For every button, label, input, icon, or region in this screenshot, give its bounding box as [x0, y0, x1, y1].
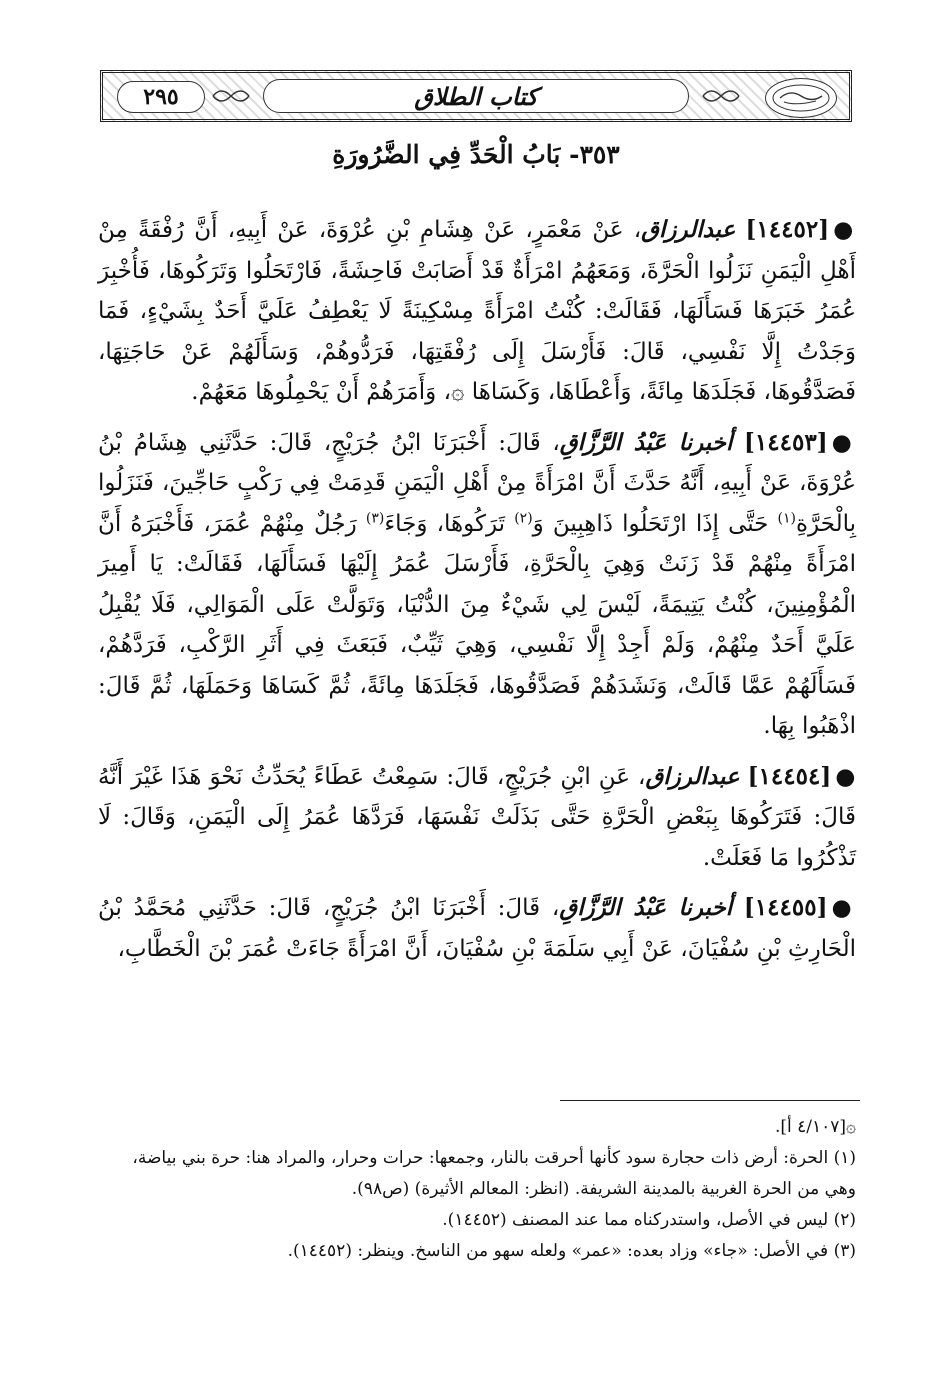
- page-number-box: [117, 81, 205, 113]
- hadith-text: حَتَّى إِذَا ارْتَحَلُوا ذَاهِبِينَ وَ: [532, 510, 769, 537]
- hadith-number: [١٤٤٥٢]: [745, 216, 830, 243]
- logo-icon: [766, 79, 836, 117]
- hadith-14453: [98, 423, 856, 747]
- hadith-14452: [98, 210, 856, 413]
- bullet-icon: ●: [831, 428, 856, 456]
- footnote-1: (١) الحرة: أرض ذات حجارة سود كأنها أحرقت بالنار، وجمعها: حرات وحرار، والمراد هنا: حرة بني بياضة، وهي من الحرة الغربية بالمدينة الشريفة. (انظر: المعالم الأثيرة) (ص٩٨).: [132, 1148, 856, 1199]
- hadith-text: رَجُلٌ مِنْهُمْ عُمَرَ، فَأَخْبَرَهُ أَنَّ امْرَأَةً مِنْهُمْ قَدْ زَنَتْ وَهِيَ بِالْحَرَّةِ، فَأَرْسَلَ عُمَرُ إِلَيْهَا فَسَأَلَهَا، فَقَالَتْ: يَا أَمِيرَ الْمُؤْمِنِينَ، كُنْتُ يَتِيمَةً، لَيْسَ لِي شَيْءٌ مِنَ الدُّنْيَا، وَتَوَلَّتْ عَلَى الْمَوَالِي، فَلَا يُقْبِلُ عَلَيَّ أَحَدٌ مِنْهُمْ، وَلَمْ أَجِدْ إِلَّا نَفْسِي، وَهِيَ ثَيِّبٌ، فَبَعَثَ فِي أَثَرِ الرَّكْبِ، فَرَدَّهُمْ، فَسَأَلَهُمْ عَمَّا قَالَتْ، وَنَشَدَهُمْ فَصَدَّقُوهَا، فَجَلَدَهَا مِائَةً، ثُمَّ كَسَاهَا وَحَمَلَهَا، ثُمَّ قَالَ: اذْهَبُوا بِهَا.: [98, 510, 856, 739]
- footnote-ref: (١): [777, 509, 796, 526]
- bullet-icon: ●: [833, 216, 856, 243]
- narrator: أخبرنا عَبْدُ الرَّزَّاقِ: [559, 894, 733, 921]
- footnote-marker: ۞[٤/١٠٧ أ].: [774, 1117, 856, 1137]
- footnote-2: (٢) ليس في الأصل، واستدركناه مما عند المصنف (١٤٤٥٢).: [442, 1210, 856, 1230]
- footnote-ref: (٣): [365, 509, 385, 526]
- footnote-ref: (٢): [514, 509, 533, 526]
- hadith-number: [١٤٤٥٥]: [743, 894, 828, 921]
- hadith-text: تَرَكُوهَا، وَجَاءَ: [384, 510, 506, 537]
- hadith-text: ، قَالَ: أَخْبَرَنَا ابْنُ جُرَيْجٍ، قَالَ: حَدَّثَنِي هِشَامُ بْنُ عُرْوَةَ، عَنْ أَبِيهِ، أَنَّهُ حَدَّثَ أَنَّ امْرَأَةً مِنْ أَهْلِ الْيَمَنِ قَدِمَتْ فِي رَكْبٍ حَاجِّينَ، فَنَزَلُوا بِالْحَرَّةِ: [98, 429, 857, 537]
- page-number: ٢٩٥: [143, 84, 179, 110]
- book-title: كتاب الطلاق: [414, 81, 538, 111]
- footnotes: [98, 1112, 856, 1267]
- hadith-body: [98, 210, 856, 979]
- hadith-text: ، عَنِ ابْنِ جُرَيْجٍ، قَالَ: سَمِعْتُ عَطَاءً يُحَدِّثُ نَحْوَ هَذَا غَيْرَ أَنَّهُ قَالَ: فَتَرَكُوهَا بِبَعْضِ الْحَرَّةِ حَتَّى بَذَلَتْ نَفْسَهَا، فَرَدَّهَا عُمَرُ إِلَى الْيَمَنِ، وَقَالَ: لَا تَذْكُرُوا مَا فَعَلَتْ.: [98, 763, 856, 871]
- hadith-text: ، قَالَ: أَخْبَرَنَا ابْنُ جُرَيْجٍ، قَالَ: حَدَّثَنِي مُحَمَّدُ بْنُ الْحَارِثِ بْنِ سُفْيَانَ، عَنْ أَبِي سَلَمَةَ بْنِ سُفْيَانَ، أَنَّ امْرَأَةً جَاءَتْ عُمَرَ بْنَ الْخَطَّابِ،: [98, 895, 856, 962]
- hadith-number: [١٤٤٥٤]: [747, 762, 832, 790]
- narrator: عبدالرزاق: [645, 762, 740, 790]
- bullet-icon: ●: [831, 894, 856, 921]
- hadith-text: ، عَنْ مَعْمَرٍ، عَنْ هِشَامِ بْنِ عُرْوَةَ، عَنْ أَبِيهِ، أَنَّ رُفْقَةً مِنْ أَهْلِ الْيَمَنِ نَزَلُوا الْحَرَّةَ، وَمَعَهُمُ امْرَأَةٌ قَدْ أَصَابَتْ فَاحِشَةً، فَارْتَحَلُوا وَتَرَكُوهَا، فَأُخْبِرَ عُمَرُ خَبَرَهَا فَسَأَلَهَا، فَقَالَتْ: كُنْتُ امْرَأَةً مِسْكِينَةً لَا يَعْطِفُ عَلَيَّ أَحَدٌ بِشَيْءٍ، فَمَا وَجَدْتُ إِلَّا نَفْسِي، قَالَ: فَأَرْسَلَ إِلَى رُفْقَتِهَا، فَرَدُّوهُمْ، وَسَأَلَهُمْ عَنْ حَاجَتِهَا، فَصَدَّقُوهَا، فَجَلَدَهَا مِائَةً، وَأَعْطَاهَا، وَكَسَاهَا ۞، وَأَمَرَهُمْ أَنْ يَحْمِلُوهَا مَعَهُمْ.: [98, 217, 856, 405]
- footnote-3: (٣) في الأصل: «جاء» وزاد بعده: «عمر» ولعله سهو من الناسخ. وينظر: (١٤٤٥٢).: [287, 1241, 856, 1261]
- hadith-14454: [98, 757, 856, 879]
- hadith-number: [١٤٤٥٣]: [744, 428, 828, 456]
- chapter-title: ٣٥٣- بَابُ الْحَدِّ فِي الضَّرُورَةِ: [332, 140, 620, 169]
- ornament-icon: [701, 85, 741, 107]
- narrator: أخبرنا عَبْدُ الرَّزَّاقِ: [559, 428, 733, 456]
- header-title-frame: [263, 79, 689, 113]
- narrator: عبدالرزاق: [641, 216, 736, 243]
- hadith-14455: [98, 888, 856, 969]
- footnote-divider: [560, 1100, 860, 1101]
- page-header: [100, 70, 852, 122]
- logo-seal: [765, 78, 837, 118]
- bullet-icon: ●: [835, 762, 856, 790]
- ornament-icon: [211, 85, 251, 107]
